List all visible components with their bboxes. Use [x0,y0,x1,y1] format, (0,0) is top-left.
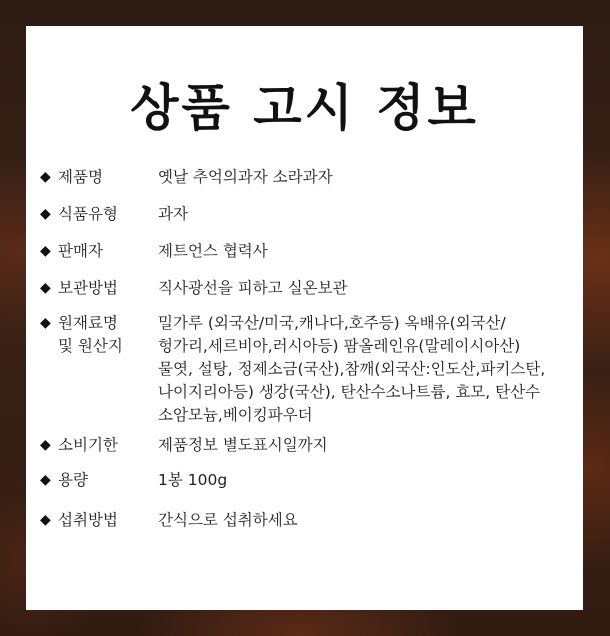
ingredient-line: 소암모늄,베이킹파우더 [158,406,313,424]
diamond-bullet-icon: ◆ [40,169,51,185]
row-value: 제품정보 별도표시일까지 [158,436,328,454]
info-row-storage [40,277,576,300]
diamond-bullet-icon: ◆ [40,512,51,528]
info-row-capacity [40,469,576,492]
row-label-line: 원재료명 [58,314,118,332]
diamond-bullet-icon: ◆ [40,437,51,453]
ingredient-line: 나이지리아등) 생강(국산), 탄산수소나트륨, 효모, 탄산수 [158,383,541,401]
info-row-product-name [40,166,576,189]
row-label: 보관방법 [58,279,118,297]
row-value: 제트언스 협력사 [158,242,268,260]
row-label: 소비기한 [58,436,118,454]
row-label: 식품유형 [58,205,118,223]
diamond-bullet-icon: ◆ [40,243,51,259]
row-label: 섭취방법 [58,511,118,529]
page-title: 상품 고시 정보 [130,79,479,137]
row-label-line: 및 원산지 [58,337,123,355]
info-list [40,166,576,532]
info-row-intake-method [40,509,576,532]
row-value: 간식으로 섭취하세요 [158,511,298,529]
row-label [58,312,158,427]
row-value: 직사광선을 피하고 실온보관 [158,279,348,297]
row-value [158,312,576,427]
diamond-bullet-icon: ◆ [40,280,51,296]
diamond-bullet-icon: ◆ [40,472,51,488]
row-value: 과자 [158,205,188,223]
ingredient-line: 밀가루 (외국산/미국,캐나다,호주등) 옥배유(외국산/ [158,314,506,332]
diamond-bullet-icon: ◆ [40,206,51,222]
row-label: 판매자 [58,242,103,260]
info-row-ingredients [40,312,576,427]
row-label: 제품명 [58,168,103,186]
row-label: 용량 [58,471,88,489]
info-row-seller [40,240,576,263]
info-row-expiry [40,434,576,457]
ingredient-line: 물엿, 설탕, 정제소금(국산),참깨(외국산:인도산,파키스탄, [158,360,546,378]
row-value: 옛날 추억의과자 소라과자 [158,168,333,186]
info-row-food-type [40,203,576,226]
row-value: 1봉 100g [158,471,228,489]
diamond-bullet-icon: ◆ [40,315,51,331]
product-info-card [26,26,583,610]
ingredient-line: 헝가리,세르비아,러시아등) 팜올레인유(말레이시아산) [158,337,521,355]
